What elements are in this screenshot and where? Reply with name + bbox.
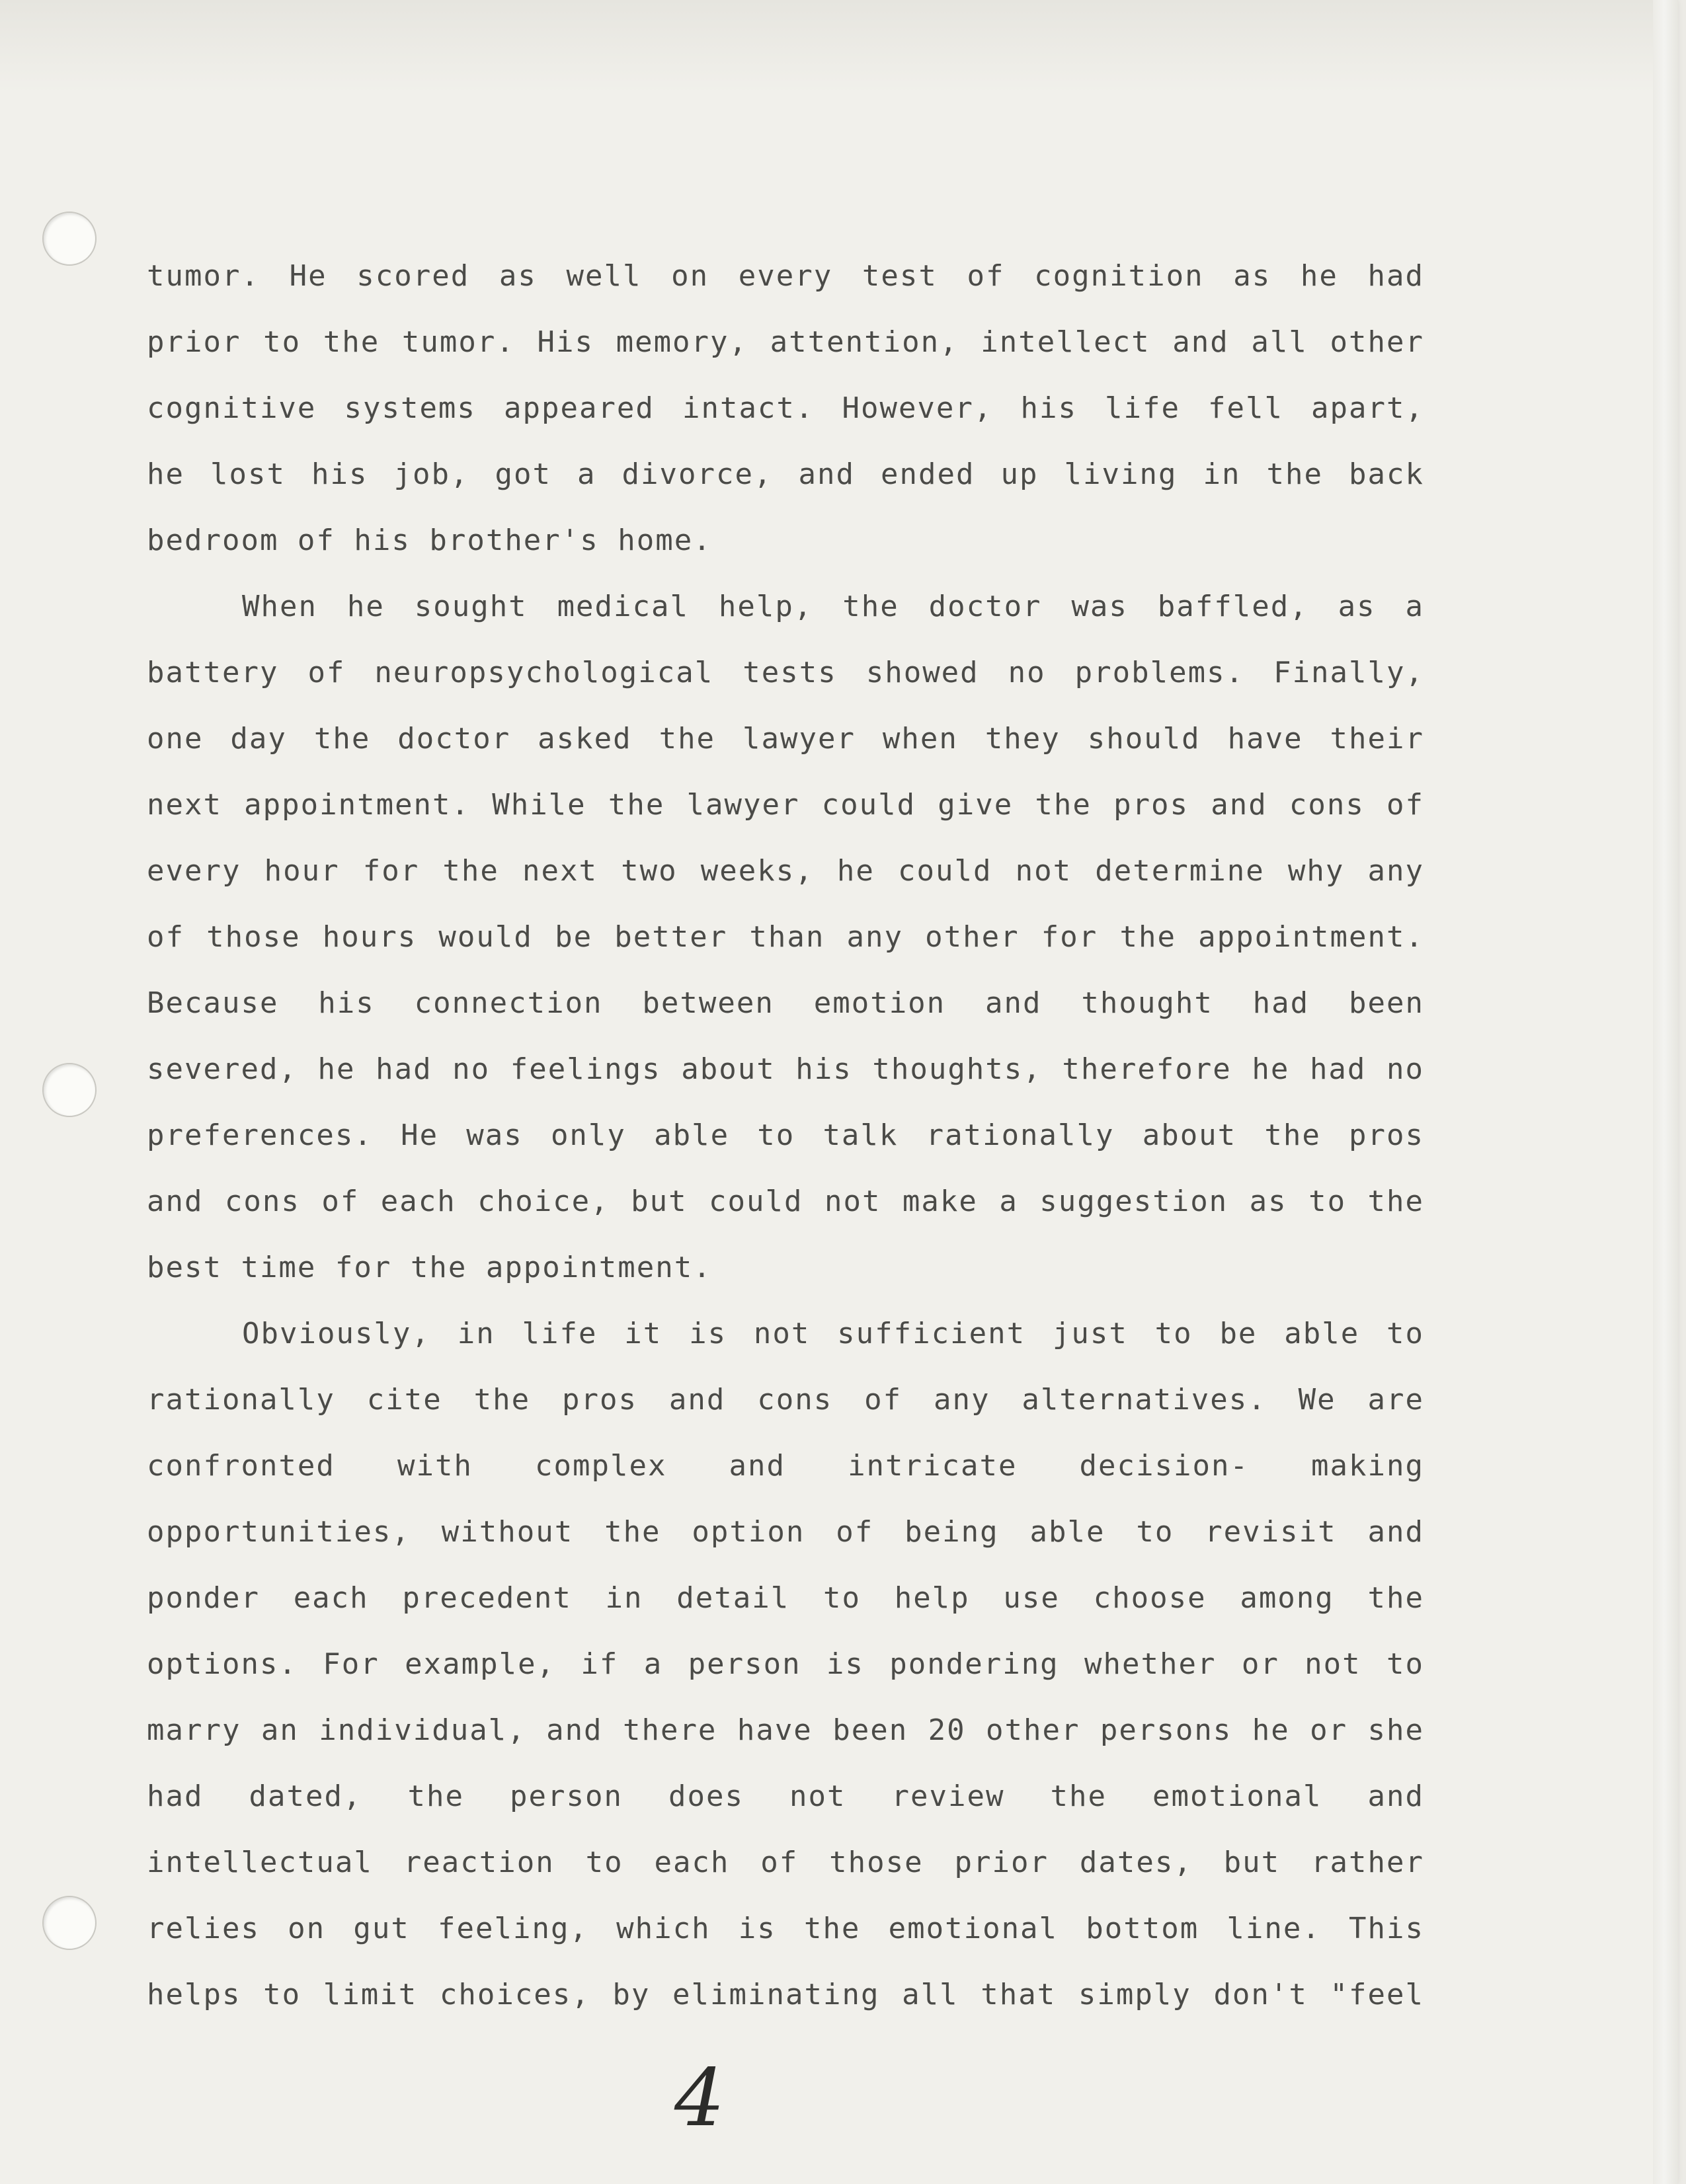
punch-hole-bottom <box>42 1896 97 1950</box>
text-line: confronted with complex and intricate decision- making <box>147 1449 1424 1483</box>
text-line: next appointment. While the lawyer could give the pros and cons of <box>147 788 1424 822</box>
text-line: prior to the tumor. His memory, attention, intellect and all other <box>147 325 1424 359</box>
text-line: rationally cite the pros and cons of any alternatives. We are <box>147 1383 1424 1417</box>
text-line: battery of neuropsychological tests showed no problems. Finally, <box>147 656 1424 689</box>
text-line: options. For example, if a person is pondering whether or not to <box>147 1647 1424 1681</box>
scan-top-shadow <box>0 0 1673 93</box>
text-line: ponder each precedent in detail to help use choose among the <box>147 1581 1424 1615</box>
text-line: had dated, the person does not review the emotional and <box>147 1779 1424 1813</box>
punch-hole-top <box>42 212 97 266</box>
text-line: bedroom of his brother's home. <box>147 524 712 557</box>
text-line: opportunities, without the option of being able to revisit and <box>147 1515 1424 1549</box>
text-line: preferences. He was only able to talk rationally about the pros <box>147 1118 1424 1152</box>
paragraph-start-line: When he sought medical help, the doctor was baffled, as a <box>242 590 1424 623</box>
text-line: Because his connection between emotion and thought had been <box>147 986 1424 1020</box>
text-line: best time for the appointment. <box>147 1251 712 1284</box>
paragraph-start-line: Obviously, in life it is not sufficient just to be able to <box>242 1317 1424 1350</box>
text-line: one day the doctor asked the lawyer when they should have their <box>147 722 1424 756</box>
text-line: relies on gut feeling, which is the emotional bottom line. This <box>147 1912 1424 1945</box>
text-line: severed, he had no feelings about his thoughts, therefore he had no <box>147 1052 1424 1086</box>
text-line: tumor. He scored as well on every test of cognition as he had <box>147 259 1424 293</box>
text-line: of those hours would be better than any other for the appointment. <box>147 920 1424 954</box>
text-line: cognitive systems appeared intact. However, his life fell apart, <box>147 391 1424 425</box>
punch-hole-middle <box>42 1063 97 1117</box>
text-line: every hour for the next two weeks, he could not determine why any <box>147 854 1424 888</box>
page-number: 4 <box>674 2052 725 2144</box>
page-edge <box>1653 0 1678 2184</box>
text-line: and cons of each choice, but could not make a suggestion as to the <box>147 1185 1424 1218</box>
text-line: intellectual reaction to each of those prior dates, but rather <box>147 1846 1424 1879</box>
text-line: he lost his job, got a divorce, and ended up living in the back <box>147 457 1424 491</box>
text-line: helps to limit choices, by eliminating all that simply don't "feel <box>147 1978 1424 2011</box>
text-line: marry an individual, and there have been 20 other persons he or she <box>147 1713 1424 1747</box>
